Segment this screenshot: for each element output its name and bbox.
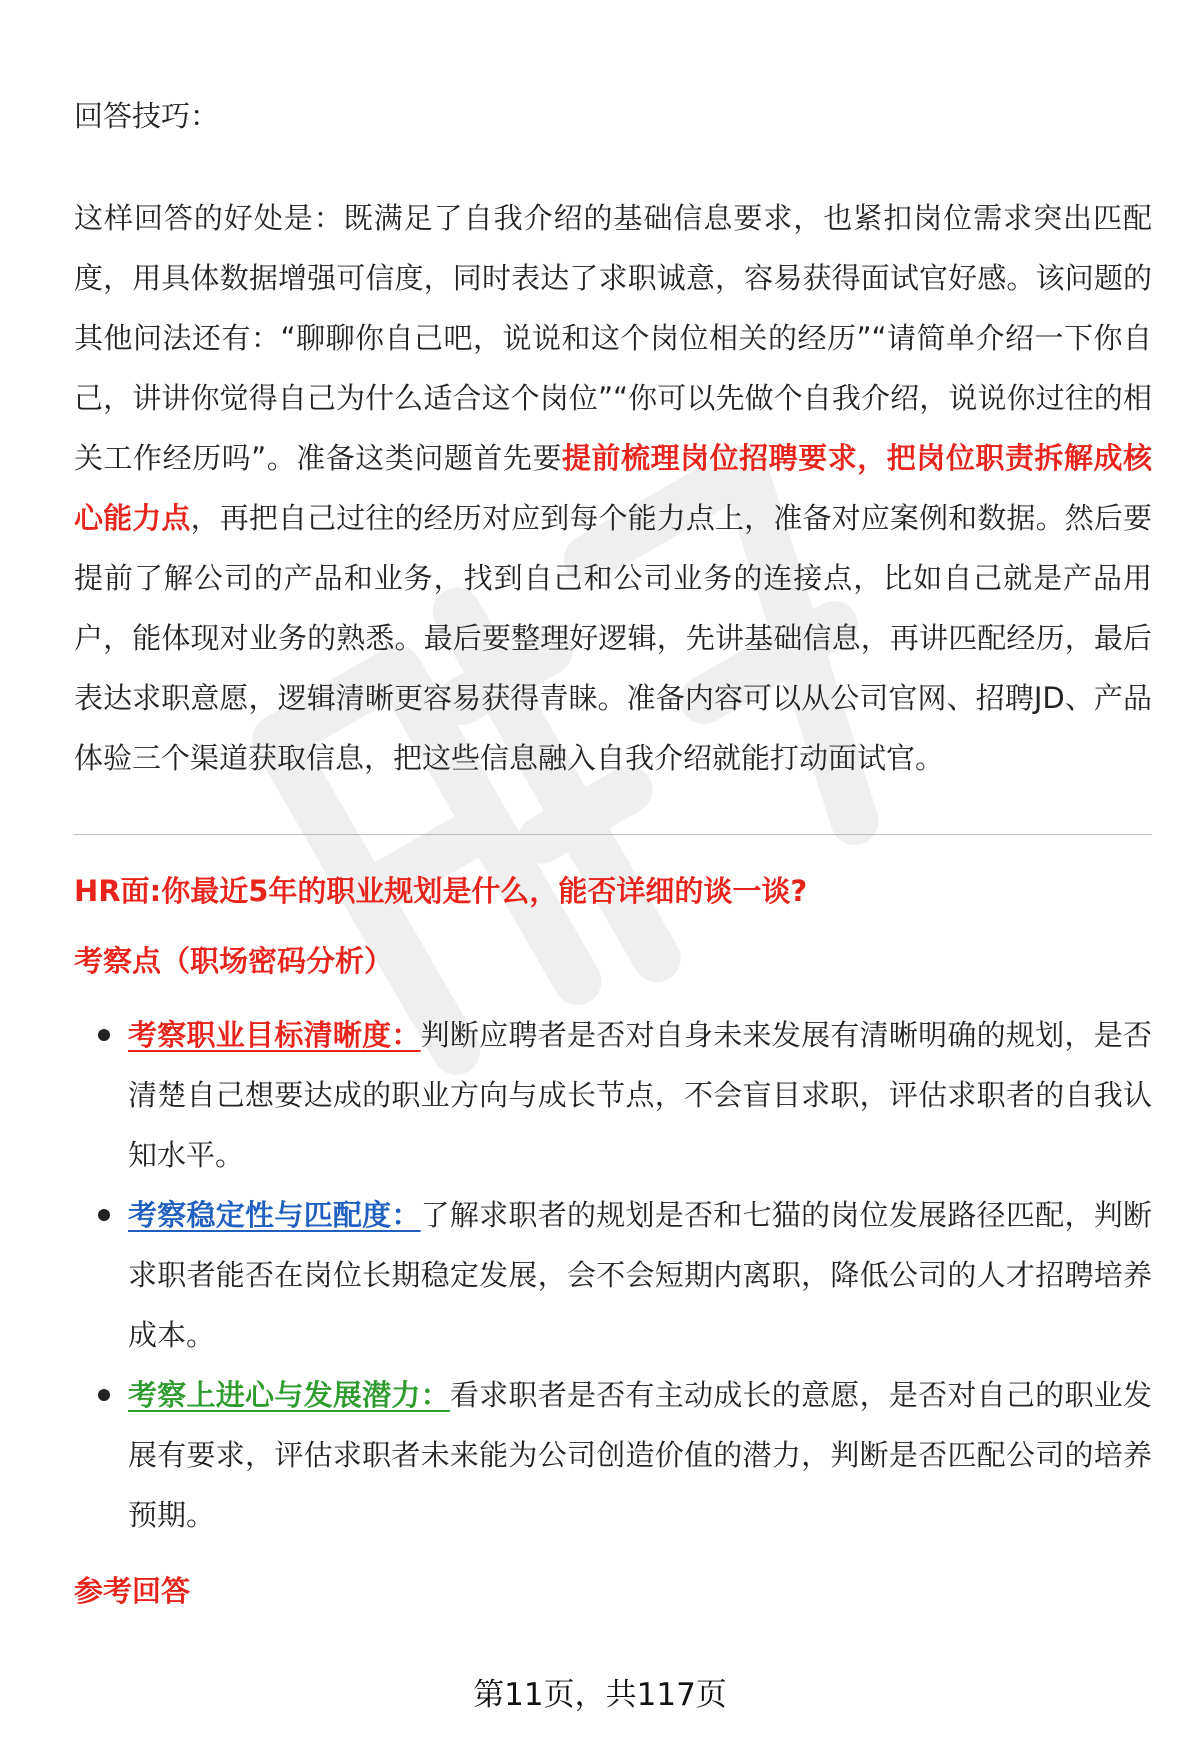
tips-text-part1: 这样回答的好处是：既满足了自我介绍的基础信息要求，也紧扣岗位需求突出匹配度，用具体数据增强可信度，同时表达了求职诚意，容易获得面试官好感。该问题的其他问法还有：“聊聊你自己吧，说说和这个岗位相关的经历”“请简单介绍一下你自己，讲讲你觉得自己为什么适合这个岗位”“你可以先做个自我介绍，说说你过往的相关工作经历吗”。准备这类问题首先要 xyxy=(74,201,1152,475)
page-footer xyxy=(0,1675,1200,1715)
tips-highlight: 提前梳理岗位招聘要求，把岗位职责拆解成核心能力点 xyxy=(74,441,1152,535)
assessment-points-list xyxy=(74,1005,1152,1545)
assessment-subtitle: 考察点（职场密码分析） xyxy=(74,944,394,978)
tips-text-part2: ，再把自己过往的经历对应到每个能力点上，准备对应案例和数据。然后要提前了解公司的产品和业务，找到自己和公司业务的连接点，比如自己就是产品用户，能体现对业务的熟悉。最后要整理好逻辑，先讲基础信息，再讲匹配经历，最后表达求职意愿，逻辑清晰更容易获得青睐。准备内容可以从公司官网、招聘JD、产品体验三个渠道获取信息，把这些信息融入自我介绍就能打动面试官。 xyxy=(74,501,1152,775)
reference-answer-title: 参考回答 xyxy=(74,1574,191,1608)
list-item xyxy=(74,1185,1152,1365)
bullet-icon xyxy=(98,1389,110,1401)
point-lead: 考察职业目标清晰度： xyxy=(128,1018,421,1052)
list-item xyxy=(74,1365,1152,1545)
section-heading: 回答技巧： xyxy=(74,99,220,133)
tips-paragraph xyxy=(74,188,1152,788)
point-lead: 考察稳定性与匹配度： xyxy=(128,1198,421,1232)
section-divider xyxy=(74,834,1152,835)
page-number: 第11页，共117页 xyxy=(473,1677,727,1713)
point-lead: 考察上进心与发展潜力： xyxy=(128,1378,450,1412)
bullet-icon xyxy=(98,1209,110,1221)
main-content xyxy=(74,96,1152,1611)
point-text: 判断应聘者是否对自身未来发展有清晰明确的规划，是否清楚自己想要达成的职业方向与成长节点，不会盲目求职，评估求职者的自我认知水平。 xyxy=(128,1018,1152,1172)
point-text: 看求职者是否有主动成长的意愿，是否对自己的职业发展有要求，评估求职者未来能为公司创造价值的潜力，判断是否匹配公司的培养预期。 xyxy=(128,1378,1152,1532)
list-item xyxy=(74,1005,1152,1185)
bullet-icon xyxy=(98,1029,110,1041)
point-text: 了解求职者的规划是否和七猫的岗位发展路径匹配，判断求职者能否在岗位长期稳定发展，会不会短期内离职，降低公司的人才招聘培养成本。 xyxy=(128,1198,1152,1352)
question-title: HR面:你最近5年的职业规划是什么，能否详细的谈一谈? xyxy=(74,874,808,908)
